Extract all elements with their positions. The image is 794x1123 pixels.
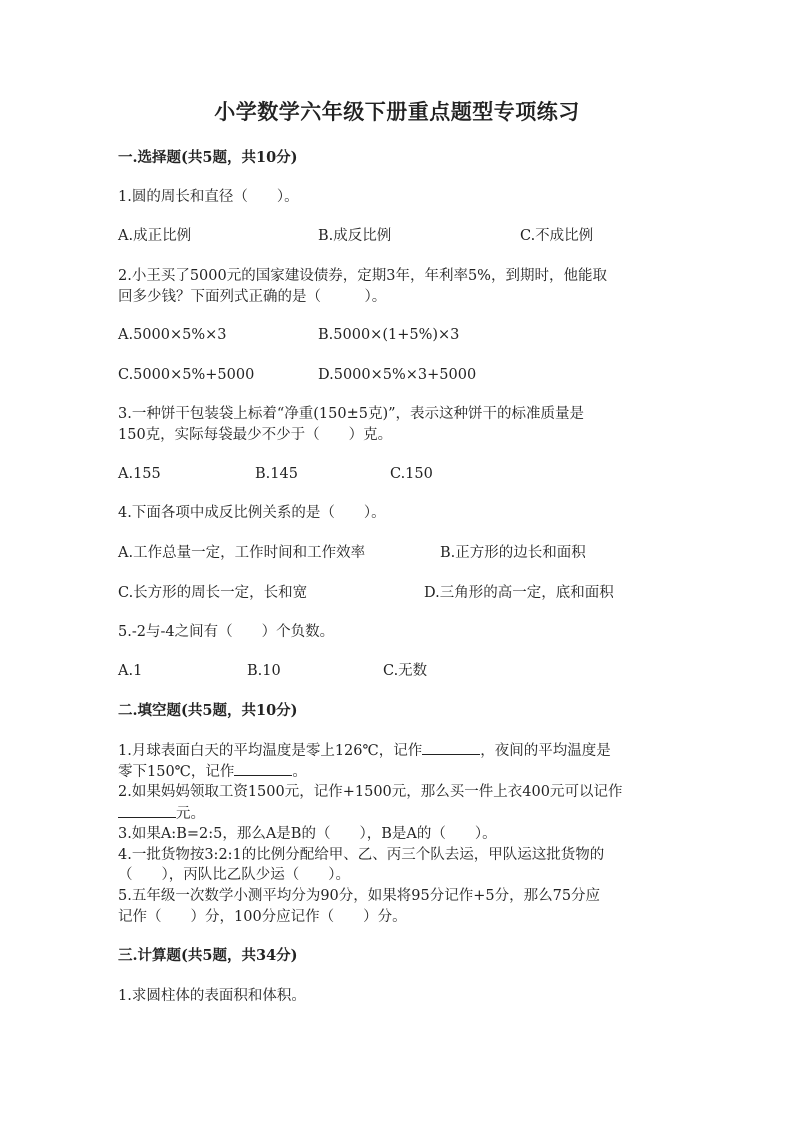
section-heading-choice: 一.选择题(共5题，共10分) (118, 149, 298, 166)
fill-q2-text-b: 元。 (176, 806, 205, 822)
q4-option-c: C.长方形的周长一定，长和宽 (118, 585, 308, 601)
q3-option-c: C.150 (390, 466, 433, 482)
q5-option-c: C.无数 (383, 663, 428, 679)
fill-q1-text-b: ，夜间的平均温度是 (480, 743, 611, 759)
fill-q1-text-a: 1.月球表面白天的平均温度是零上126℃，记作 (118, 743, 423, 759)
fill-question-2-line2 (118, 803, 205, 824)
fill-question-3: 3.如果A:B=2:5，那么A是B的（ ），B是A的（ ）。 (118, 826, 497, 842)
question-2-stem-line1: 2.小王买了5000元的国家建设债券，定期3年，年利率5%，到期时，他能取 (118, 268, 607, 284)
q3-option-b: B.145 (255, 466, 298, 482)
q5-option-b: B.10 (247, 663, 281, 679)
q4-option-d: D.三角形的高一定，底和面积 (424, 585, 614, 601)
fill-q1-text-c: 零下150℃，记作 (118, 764, 235, 780)
question-3-stem-line2: 150克，实际每袋最少不少于（ ）克。 (118, 427, 393, 443)
q5-option-a: A.1 (118, 663, 143, 679)
fill-question-5-line1: 5.五年级一次数学小测平均分为90分，如果将95分记作+5分，那么75分应 (118, 888, 601, 904)
question-4-stem: 4.下面各项中成反比例关系的是（ ）。 (118, 505, 386, 521)
answer-blank (422, 740, 480, 755)
fill-question-2-line1: 2.如果妈妈领取工资1500元，记作+1500元，那么买一件上衣400元可以记作 (118, 784, 623, 800)
q1-option-c: C.不成比例 (520, 228, 594, 244)
fill-question-1-line2 (118, 761, 307, 782)
fill-q1-text-d: 。 (292, 764, 307, 780)
q3-option-a: A.155 (118, 466, 161, 482)
q1-option-b: B.成反比例 (318, 228, 392, 244)
question-3-stem-line1: 3.一种饼干包装袋上标着“净重(150±5克)”，表示这种饼干的标准质量是 (118, 406, 585, 422)
q4-option-a: A.工作总量一定，工作时间和工作效率 (118, 545, 366, 561)
answer-blank (234, 761, 292, 776)
q2-option-b: B.5000×(1+5%)×3 (318, 327, 460, 343)
fill-question-1-line1 (118, 740, 611, 761)
calc-question-1: 1.求圆柱体的表面积和体积。 (118, 988, 306, 1004)
section-heading-calculation: 三.计算题(共5题，共34分) (118, 947, 298, 964)
fill-question-4-line2: （ ），丙队比乙队少运（ ）。 (118, 867, 350, 883)
q2-option-c: C.5000×5%+5000 (118, 367, 255, 383)
question-1-stem: 1.圆的周长和直径（ ）。 (118, 189, 299, 205)
question-5-stem: 5.-2与-4之间有（ ）个负数。 (118, 624, 335, 640)
q2-option-a: A.5000×5%×3 (118, 327, 227, 343)
fill-question-4-line1: 4.一批货物按3:2:1的比例分配给甲、乙、丙三个队去运，甲队运这批货物的 (118, 847, 605, 863)
q2-option-d: D.5000×5%×3+5000 (318, 367, 477, 383)
q1-option-a: A.成正比例 (118, 228, 192, 244)
question-2-stem-line2: 回多少钱？下面列式正确的是（ ）。 (118, 289, 387, 305)
section-heading-fill-in: 二.填空题(共5题，共10分) (118, 702, 298, 719)
answer-blank (118, 803, 176, 818)
fill-question-5-line2: 记作（ ）分，100分应记作（ ）分。 (118, 909, 407, 925)
page-title: 小学数学六年级下册重点题型专项练习 (214, 99, 580, 124)
q4-option-b: B.正方形的边长和面积 (440, 545, 586, 561)
